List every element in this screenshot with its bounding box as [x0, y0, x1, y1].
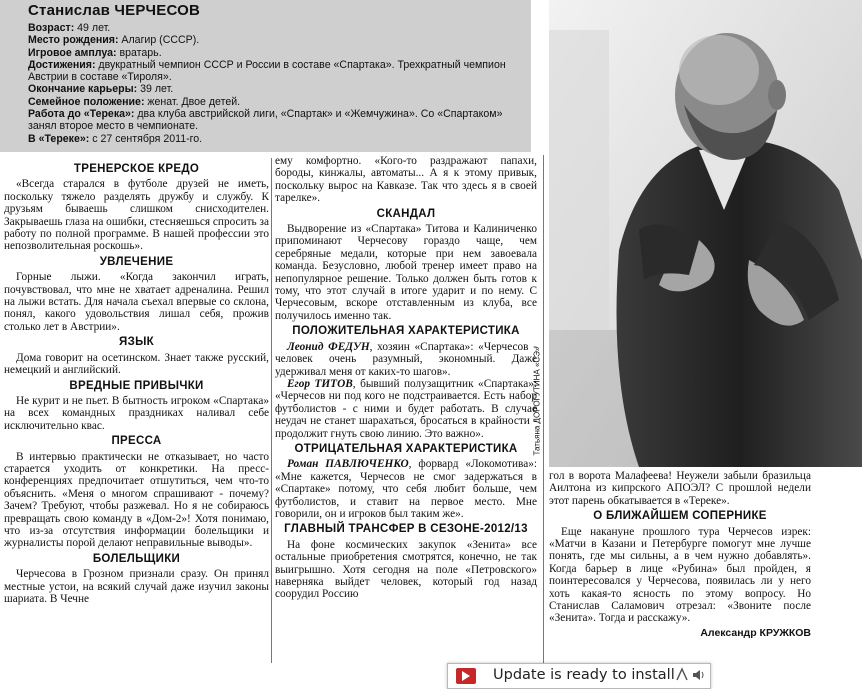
heading-coaching-creed: ТРЕНЕРСКОЕ КРЕДО — [73, 163, 200, 175]
paragraph: Еще накануне прошлого тура Черчесов изрек: «Матчи в Казани и Петербурге помогут мне лучше понять, где мы сильны, а в чем нужно добавлять». Когда барьер в лице «Рубина» был пройден, я поинтересовался у Черчесова, появилась ли у него хоть какая-то ясность по этому вопросу. Но Станислав Саламович отрезал: «Звоните после «Зенита». Тогда и расскажу». — [549, 525, 811, 625]
quote-pavlyuchenko: Роман ПАВЛЮЧЕНКО, форвард «Локомотива»: «Мне кажется, Черчесов не смог задержаться в «Спартаке» потому, что себя любит больше, чем футболистов, и ставит на первое место. Мне говорили, он и игроков был таким же». — [275, 458, 538, 520]
profile-name: Станислав ЧЕРЧЕСОВ — [28, 2, 201, 19]
heading-next-opponent: О БЛИЖАЙШЕМ СОПЕРНИКЕ — [593, 510, 767, 523]
paragraph: гол в ворота Малафеева! Неужели забыли бразильца Аилтона из кипрского АПОЭЛ? С прошлой недели этот парень обкатывается в «Тереке». — [549, 470, 811, 507]
coach-photo-image — [549, 0, 862, 467]
fact-in-terek: В «Тереке»: с 27 сентября 2011-го. — [28, 132, 203, 145]
fact-previous-work: Работа до «Терека»: два клуба австрийской лиги, «Спартак» и «Жемчужина». Со «Спартаком» занял второе место в чемпионате. — [28, 108, 503, 133]
fact-achievements: Достижения: двукратный чемпион СССР и России в составе «Спартака». Трехкратный чемпион Австрии в составе «Тироля». — [28, 58, 506, 84]
quote-fedun: Леонид ФЕДУН, хозяин «Спартака»: «Черчесов - человек очень разумный, экономный. Даже удерживал меня от каких-то шагов». — [275, 340, 537, 378]
profile-box — [0, 0, 531, 152]
heading-language: ЯЗЫК — [119, 336, 154, 349]
coach-photo — [549, 0, 862, 467]
network-icon[interactable] — [675, 666, 689, 682]
paragraph: На фоне космических закупок «Зенита» все остальные приобретения смотрятся, конечно, не так выигрышно. Хотя сегодня на поле «Петровского» наверняка выйдет человек, который год назад соорудил Россию — [275, 538, 537, 601]
heading-fans: БОЛЕЛЬЩИКИ — [92, 552, 181, 565]
heading-press: ПРЕССА — [111, 435, 162, 448]
column-rule — [271, 158, 272, 663]
paragraph: ему комфортно. «Кого-то раздражают папахи, бороды, кинжалы, автоматы... А я к этому привык, поскольку вырос на Кавказе. Так что здесь я в своей тарелке». — [275, 155, 537, 205]
paragraph: Дома говорит на осетинском. Знает также русский, немецкий и английский. — [4, 351, 269, 377]
heading-negative: ОТРИЦАТЕЛЬНАЯ ХАРАКТЕРИСТИКА — [294, 442, 518, 455]
heading-scandal: СКАНДАЛ — [376, 207, 436, 220]
quote-titov: Егор ТИТОВ, бывший полузащитник «Спартака»: «Черчесов ни под кого не подстраивается. Есть набор футболистов - с ними и будет работать. В случае неудач не станет шарахаться, бросаться в крайности - продолжит гнуть свою линию. Это важно». — [275, 377, 537, 440]
fact-family: Семейное положение: женат. Двое детей. — [28, 95, 241, 108]
paragraph: Горные лыжи. «Когда закончил играть, почувствовал, что мне не хватает адреналина. Решил на лыжи встать. Для начала съехал впервые со склона, понял, какого удовольствия лишал себя, прожив столько лет в Австрии». — [4, 271, 269, 333]
heading-main-transfer: ГЛАВНЫЙ ТРАНСФЕР В СЕЗОНЕ-2012/13 — [284, 523, 528, 536]
update-shield-icon — [456, 668, 476, 684]
fact-age: Возраст: 49 лет. — [28, 22, 111, 34]
column-1 — [4, 160, 269, 605]
paragraph: «Всегда старался в футболе друзей не иметь, поскольку тяжело разделять дружбу и службу. К друзьям бываешь слишком снисходителен. Закрываешь глаза на ошибки, стесняешься спросить за работу по полной программе. В нашей профессии это непозволительная роскошь». — [4, 178, 269, 253]
heading-positive: ПОЛОЖИТЕЛЬНАЯ ХАРАКТЕРИСТИКА — [292, 325, 520, 338]
column-rule — [543, 155, 544, 663]
heading-hobby: УВЛЕЧЕНИЕ — [99, 255, 174, 268]
paragraph: В интервью практически не отказывает, но часто старается уходить от конкретики. На пресс-конференциях предпочитает отшутиться, чем что-то объяснить. «Меня о многом спрашивают - почему? Зачем? Требуют, чтобы разжевал. Но я не собираюсь превращать свою команду в «Дом-2»! Хотя понимаю, что из-за отсутствия информации болельщики и журналисты порой делают неправильные выводы». — [4, 450, 269, 550]
author-signature: Александр КРУЖКОВ — [700, 626, 811, 639]
profile-facts — [28, 22, 528, 145]
fact-birthplace: Место рождения: Алагир (СССР). — [28, 34, 200, 47]
fact-career-end: Окончание карьеры: 39 лет. — [28, 83, 174, 96]
update-message[interactable]: Update is ready to install — [493, 667, 675, 683]
heading-bad-habits: ВРЕДНЫЕ ПРИВЫЧКИ — [69, 379, 204, 392]
fact-position: Игровое амплуа: вратарь. — [28, 46, 162, 59]
photo-credit: Татьяна ДОРОГУТИНА «СЭ» — [532, 346, 542, 456]
paragraph: Черчесова в Грозном признали сразу. Он принял местные устои, на всякий случай даже изучил законы шариата. В Чечне — [4, 568, 269, 605]
volume-icon[interactable] — [692, 667, 706, 683]
update-notification[interactable] — [447, 663, 711, 689]
column-2 — [275, 155, 537, 601]
column-3 — [549, 470, 811, 639]
paragraph: Не курит и не пьет. В бытность игроком «Спартака» на всех командных праздниках наливал себе исключительно квас. — [4, 394, 269, 432]
paragraph: Выдворение из «Спартака» Титова и Калиниченко припоминают Черчесову гораздо чаще, чем серебряные медали, которые при нем завоевала команда. Безусловно, любой тренер имеет право на непопулярное решение. Только должен быть готов к тому, что этот случай в итоге ударит и по нему. С Черчесовым, вскоре отставленным из клуба, все получилось именно так. — [275, 223, 537, 322]
